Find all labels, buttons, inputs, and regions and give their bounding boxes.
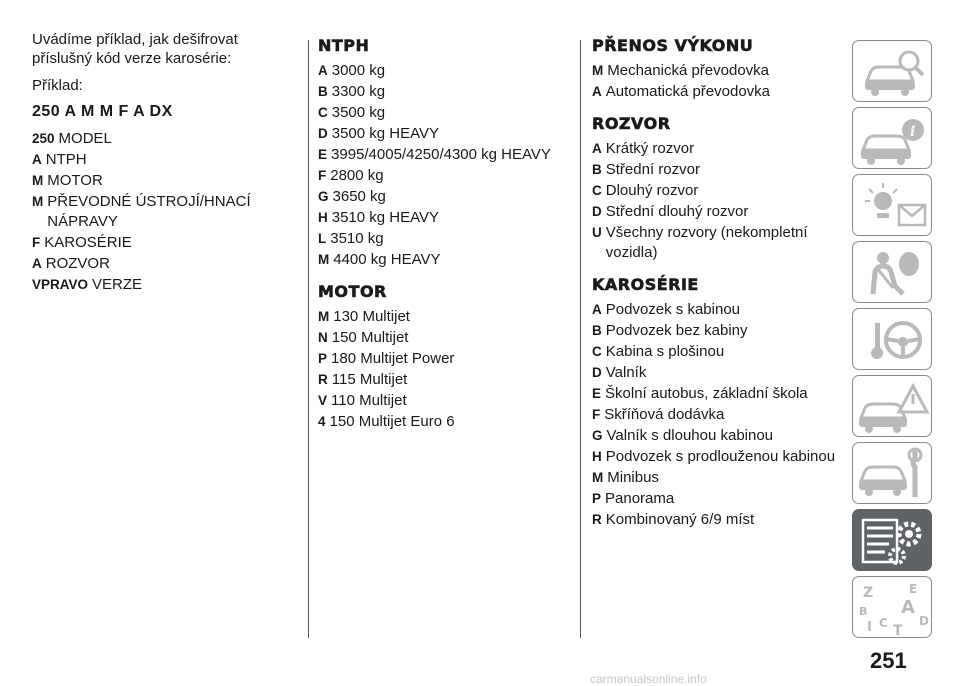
index-letter: E	[909, 582, 918, 596]
entry-key: H	[318, 210, 328, 225]
column-divider	[580, 40, 581, 638]
entry-value: 115 Multijet	[331, 371, 408, 388]
list-item	[318, 208, 568, 228]
entry-value: 4400 kg HEAVY	[333, 251, 441, 268]
seatbelt-airbag-icon	[853, 242, 933, 304]
list-item	[592, 321, 842, 341]
entry-key: L	[318, 231, 327, 246]
entry-value: Střední rozvor	[605, 161, 700, 178]
list-item	[592, 82, 842, 102]
example-code: 250 A M M F A DX	[32, 103, 173, 120]
list-item	[32, 233, 294, 253]
entry-key: 250	[32, 131, 55, 146]
entry-value: Kombinovaný 6/9 míst	[605, 511, 755, 528]
entry-key: F	[592, 407, 601, 422]
list-item	[592, 223, 842, 263]
car-wrench-icon	[853, 443, 933, 505]
list-item	[592, 61, 842, 81]
entry-key: A	[318, 63, 328, 78]
list-item	[592, 426, 842, 446]
entry-key: E	[318, 147, 328, 162]
entry-key: V	[318, 393, 328, 408]
entry-key: N	[318, 330, 328, 345]
entry-value: 150 Multijet Euro 6	[329, 413, 455, 430]
entry-key: A	[32, 256, 42, 271]
column-2	[318, 30, 568, 433]
entry-key: B	[318, 84, 328, 99]
warning-lights-icon	[853, 175, 933, 237]
entry-value: 3500 kg HEAVY	[331, 125, 440, 142]
tab-car-search[interactable]	[852, 40, 932, 102]
entry-value: 3510 kg	[330, 230, 384, 247]
tab-specifications[interactable]	[852, 509, 932, 571]
entry-value: Podvozek s prodlouženou kabinou	[605, 448, 836, 465]
list-item	[32, 275, 294, 295]
entry-value: 2800 kg	[330, 167, 384, 184]
entry-value: MOTOR	[47, 172, 103, 189]
entry-value: Školní autobus, základní škola	[605, 385, 808, 402]
example-entries	[32, 129, 294, 295]
list-item	[32, 254, 294, 274]
list-item	[592, 489, 842, 509]
section-heading-motor: MOTOR	[318, 282, 387, 301]
entry-key: M	[32, 194, 44, 209]
entry-key: D	[592, 204, 602, 219]
entry-key: G	[318, 189, 329, 204]
entry-key: F	[32, 235, 41, 250]
entry-value: Valník s dlouhou kabinou	[606, 427, 774, 444]
tab-index[interactable]	[852, 576, 932, 638]
list-item	[592, 342, 842, 362]
entry-key: G	[592, 428, 603, 443]
intro-text: Uvádíme příklad, jak dešifrovat příslušný kód verze karosérie:	[32, 31, 238, 67]
page-number: 251	[870, 648, 907, 673]
car-search-icon	[853, 41, 933, 103]
section-heading-rozvor: ROZVOR	[592, 114, 671, 133]
entry-value: Minibus	[607, 469, 659, 486]
list-item	[318, 307, 568, 327]
entry-value: Dlouhý rozvor	[605, 182, 699, 199]
entry-key: B	[592, 162, 602, 177]
car-info-icon	[853, 108, 933, 170]
entry-value: 3510 kg HEAVY	[331, 209, 440, 226]
entry-value: Automatická převodovka	[605, 83, 771, 100]
list-item	[318, 145, 568, 165]
entry-value: MODEL	[58, 130, 112, 147]
index-letter: C	[879, 616, 888, 630]
tab-car-wrench[interactable]	[852, 442, 932, 504]
entry-value: Všechny rozvory (nekompletní vozidla)	[605, 224, 808, 261]
entry-value: Střední dlouhý rozvor	[605, 203, 749, 220]
entry-value: 3300 kg	[331, 83, 386, 100]
entry-key: A	[32, 152, 42, 167]
list-item	[318, 82, 568, 102]
watermark: carmanualsonline.info	[590, 672, 707, 686]
list-item	[318, 412, 568, 432]
entry-key: A	[592, 141, 602, 156]
list-item	[318, 124, 568, 144]
index-letter: D	[919, 614, 929, 628]
list-item	[318, 349, 568, 369]
entry-key: F	[318, 168, 327, 183]
entry-value: 3500 kg	[331, 104, 386, 121]
list-item	[318, 61, 568, 81]
list-item	[592, 300, 842, 320]
entry-value: Podvozek bez kabiny	[605, 322, 748, 339]
tab-warning-lights[interactable]	[852, 174, 932, 236]
index-letter: A	[901, 597, 915, 618]
entry-key: M	[32, 173, 44, 188]
entry-key: P	[318, 351, 328, 366]
entry-key: C	[318, 105, 328, 120]
entry-key: VPRAVO	[32, 277, 89, 292]
list-item	[318, 103, 568, 123]
entry-key: U	[592, 225, 602, 240]
example-label: Příklad:	[32, 77, 83, 94]
list-item	[318, 391, 568, 411]
entry-key: C	[592, 344, 602, 359]
index-letter: B	[859, 605, 868, 618]
chapter-sidebar	[852, 40, 934, 643]
list-item	[32, 150, 294, 170]
entry-value: Skříňová dodávka	[604, 406, 725, 423]
entry-value: PŘEVODNÉ ÚSTROJÍ/HNACÍ NÁPRAVY	[47, 193, 251, 230]
entry-value: KAROSÉRIE	[44, 234, 132, 251]
tab-steering-key[interactable]	[852, 308, 932, 370]
entry-value: NTPH	[45, 151, 87, 168]
entry-key: D	[318, 126, 328, 141]
tab-seatbelt-airbag[interactable]	[852, 241, 932, 303]
column-1	[32, 30, 294, 296]
index-letter: Z	[863, 585, 874, 601]
entry-key: D	[592, 365, 602, 380]
entry-value: 130 Multijet	[333, 308, 410, 325]
list-item	[592, 202, 842, 222]
list-item	[592, 447, 842, 467]
car-warning-triangle-icon	[853, 376, 933, 438]
entry-value: Panorama	[605, 490, 675, 507]
index-letters-icon	[853, 577, 933, 639]
entry-value: Podvozek s kabinou	[605, 301, 741, 318]
entry-key: P	[592, 491, 602, 506]
entry-value: Valník	[605, 364, 647, 381]
section-heading-prenos: PŘENOS VÝKONU	[592, 36, 754, 55]
list-item	[592, 384, 842, 404]
list-item	[32, 129, 294, 149]
entry-key: M	[592, 470, 604, 485]
specs-gears-icon	[853, 510, 933, 572]
entry-value: 3995/4005/4250/4300 kg HEAVY	[331, 146, 551, 163]
entry-key: 4	[318, 414, 326, 429]
entry-key: R	[318, 372, 328, 387]
entry-key: A	[592, 84, 602, 99]
index-letter: I	[867, 620, 872, 635]
column-3	[592, 30, 842, 531]
entry-value: 3000 kg	[331, 62, 386, 79]
list-item	[318, 229, 568, 249]
list-item	[318, 187, 568, 207]
index-letter: T	[893, 623, 903, 639]
entry-key: E	[592, 386, 602, 401]
list-item	[32, 192, 294, 232]
list-item	[318, 328, 568, 348]
list-item	[318, 166, 568, 186]
entry-value: Mechanická převodovka	[607, 62, 770, 79]
svg-text:i: i	[910, 124, 916, 140]
list-item	[592, 363, 842, 383]
entry-value: 150 Multijet	[331, 329, 409, 346]
entry-key: A	[592, 302, 602, 317]
tab-car-info[interactable]	[852, 107, 932, 169]
tab-car-warning[interactable]	[852, 375, 932, 437]
entry-key: C	[592, 183, 602, 198]
list-item	[32, 171, 294, 191]
entry-value: Kabina s plošinou	[605, 343, 725, 360]
list-item	[592, 139, 842, 159]
entry-value: 110 Multijet	[331, 392, 407, 409]
entry-value: 3650 kg	[332, 188, 386, 205]
entry-key: R	[592, 512, 602, 527]
entry-key: B	[592, 323, 602, 338]
entry-key: H	[592, 449, 602, 464]
list-item	[318, 250, 568, 270]
list-item	[592, 160, 842, 180]
steering-wheel-key-icon	[853, 309, 933, 371]
list-item	[592, 405, 842, 425]
entry-value: ROZVOR	[45, 255, 110, 272]
column-divider	[308, 40, 309, 638]
entry-key: M	[592, 63, 604, 78]
section-heading-ntph: NTPH	[318, 36, 370, 55]
entry-key: M	[318, 252, 330, 267]
section-heading-karoserie: KAROSÉRIE	[592, 275, 699, 294]
entry-value: Krátký rozvor	[605, 140, 695, 157]
list-item	[592, 468, 842, 488]
list-item	[592, 510, 842, 530]
list-item	[318, 370, 568, 390]
entry-value: VERZE	[92, 276, 143, 293]
list-item	[592, 181, 842, 201]
entry-key: M	[318, 309, 330, 324]
entry-value: 180 Multijet Power	[331, 350, 455, 367]
